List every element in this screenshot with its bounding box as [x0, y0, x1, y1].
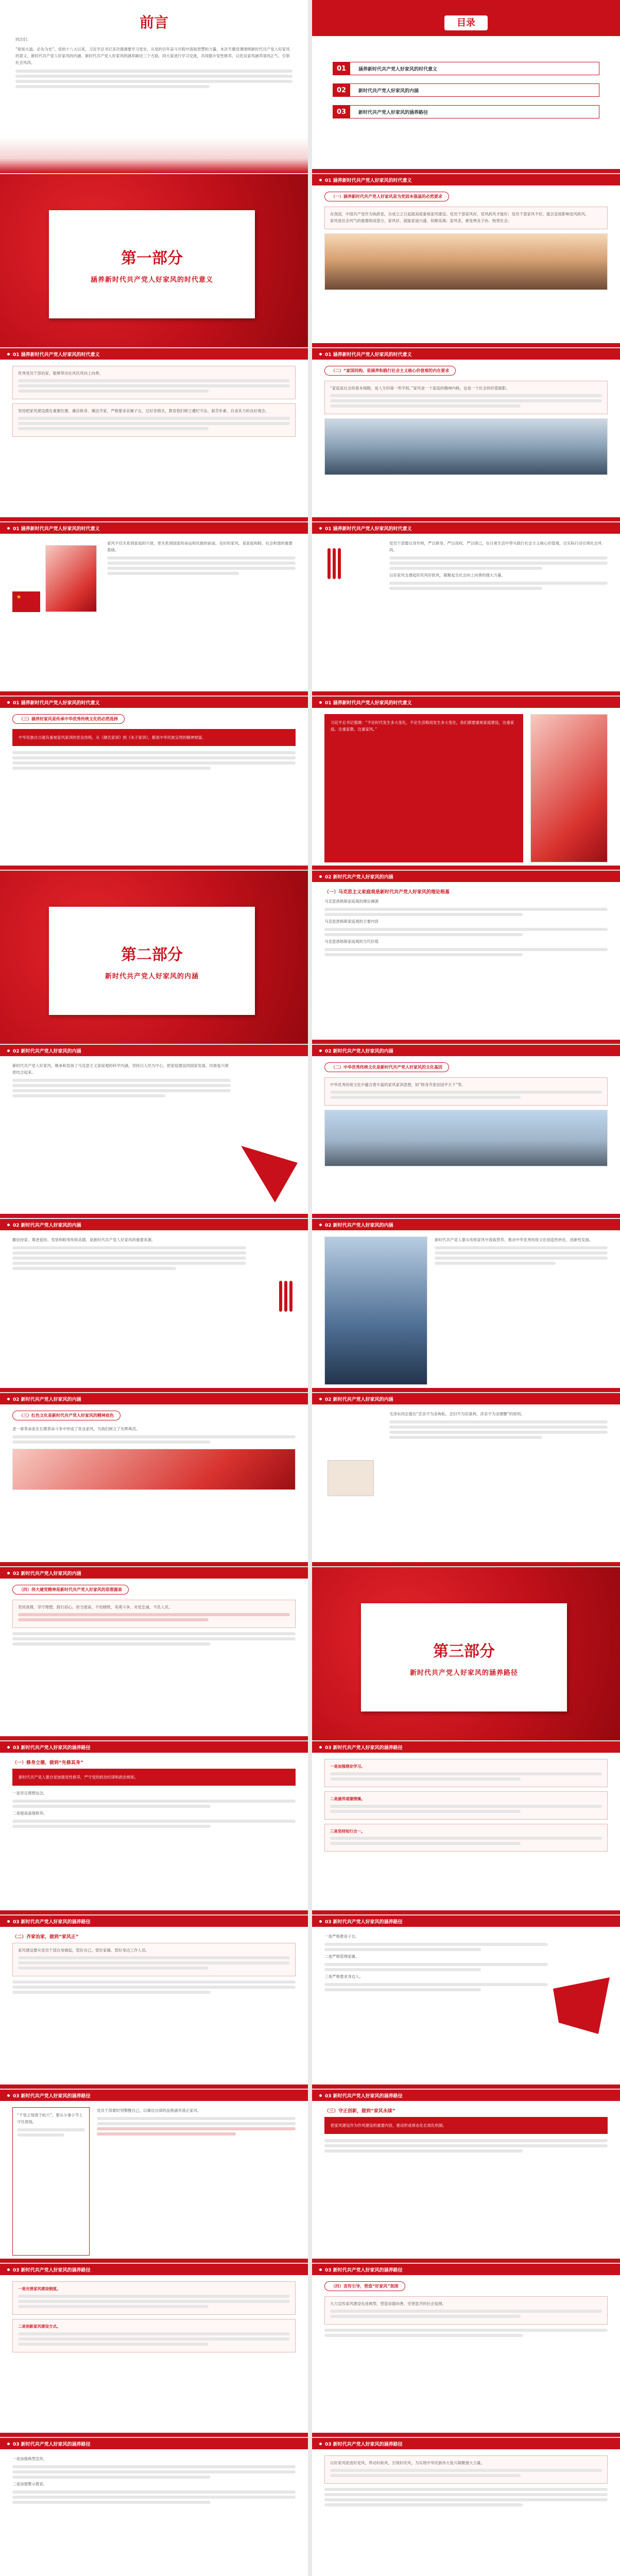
book-icon [328, 1460, 374, 1496]
section-header: 03 新时代共产党人好家风的涵养路径 [325, 2442, 403, 2447]
sub-heading: （二）齐家治家，做到“家风正” [12, 1935, 79, 1940]
section-header: 02 新时代共产党人好家风的内涵 [13, 1048, 81, 1054]
list-item: 二是加强警示教育。 [12, 2482, 47, 2487]
paragraph: 在我国，中国共产党作为执政党，自成立之日起就高度重视家风建设。党员干部家风好，党风政风才能好；党员干部家风不好，就会直接影响党风政风。 [330, 212, 589, 216]
paragraph: 家风不仅关系到家庭的兴衰，更关系到国家的命运和民族的前途。良好的家风，是家庭和睦、社会和谐的重要基础。 [107, 541, 292, 553]
list-item: 马克思恩格斯家庭观的当代价值 [324, 939, 378, 944]
bullet-icon [7, 1224, 10, 1226]
mountain-image [324, 418, 608, 475]
section-header: 03 新时代共产党人好家风的涵养路径 [325, 1919, 403, 1925]
section-header: 02 新时代共产党人好家风的内涵 [325, 874, 393, 880]
preface-greeting: 同志们： [15, 37, 31, 42]
paragraph: 老一辈革命家在长期革命斗争中形成了优良家风，为我们树立了光辉典范。 [12, 1427, 140, 1431]
list-item: 一是完善家风建设制度。 [18, 2286, 61, 2291]
section-header: 02 新时代共产党人好家风的内涵 [325, 1223, 393, 1228]
bullet-icon [319, 527, 322, 530]
paragraph: 党员干部要时刻警醒自己，以廉洁自律的品格涵养清正家风。 [97, 2108, 201, 2113]
list-item: 一是加强典型宣传。 [12, 2456, 47, 2461]
paragraph: 勤俭持家、尊老爱幼、邻里和睦等传统美德，是新时代共产党人好家风的重要来源。 [12, 1238, 156, 1242]
slide-3a [0, 1741, 308, 1916]
slide-1f [0, 697, 308, 871]
bullet-icon [7, 2443, 10, 2445]
slide-1a [312, 174, 620, 348]
bullet-icon [319, 2094, 322, 2097]
list-item: 二是严格管理家属。 [324, 1954, 359, 1959]
toc-label: 新时代共产党人好家风的内涵 [350, 83, 599, 97]
slide-3c [0, 1916, 308, 2090]
section-header: 03 新时代共产党人好家风的涵养路径 [13, 1745, 91, 1751]
sub-heading: （一）涵养新时代共产党人好家风是为党固本强基的必然要求 [324, 192, 449, 201]
slide-preface [0, 0, 308, 174]
paragraph: “家庭是社会的基本细胞，是人生的第一所学校。”家风是一个家庭的精神内核，也是一个社会的价值缩影。 [330, 386, 510, 391]
toc-item-3[interactable] [333, 105, 599, 118]
slide-3f [312, 2090, 620, 2264]
section-header: 02 新时代共产党人好家风的内涵 [325, 1048, 393, 1054]
preface-title: 前言 [139, 14, 168, 31]
paragraph: 大力宣传家风建设先进典型，营造崇德向善、见贤思齐的社会氛围。 [330, 2301, 446, 2306]
part-title: 涵养新时代共产党人好家风的时代意义 [90, 276, 213, 284]
quote: “千里之堤溃于蚁穴”，要从小事小节上守住底线。 [17, 2113, 83, 2125]
section-header: 02 新时代共产党人好家风的内涵 [13, 1397, 81, 1402]
slide-3g [0, 2264, 308, 2438]
list-item: 一是严格教育子女。 [324, 1934, 359, 1939]
paragraph: 新时代共产党人要自觉加强党性修养，严守党的政治纪律和政治规矩。 [19, 1775, 139, 1780]
bullet-icon [319, 1398, 322, 1400]
part-title: 新时代共产党人好家风的内涵 [105, 972, 199, 980]
sub-heading: （二）“家国同构，是涵养和践行社会主义核心价值观的内在要求 [324, 366, 456, 376]
section-header: 03 新时代共产党人好家风的涵养路径 [325, 2267, 403, 2273]
paragraph: 优秀党员干部治家，能够带动社风民风向上向善。 [18, 371, 103, 376]
paragraph: 坚持把家风建设摆在重要位置，廉洁修身、廉洁齐家，严格要求亲属子女，过好亲情关，教育他们树立遵纪守法、艰苦朴素、自食其力的良好观念。 [18, 408, 269, 413]
slide-1e [312, 522, 620, 697]
part-title: 新时代共产党人好家风的涵养路径 [409, 1669, 518, 1677]
section-header: 02 新时代共产党人好家风的内涵 [325, 1397, 393, 1402]
slide-2g [312, 1393, 620, 1567]
flag-icon [553, 1977, 610, 2034]
paragraph: 新时代共产党人要从传统家风中汲取营养，推动中华优秀传统文化创造性转化、创新性发展。 [435, 1238, 593, 1242]
slide-toc [312, 0, 620, 174]
city-image [324, 1110, 608, 1166]
portrait-image [530, 714, 608, 862]
section-header: 01 涵养新时代共产党人好家风的时代意义 [13, 352, 100, 358]
toc-num: 02 [333, 83, 350, 97]
paragraph: 家风是社会风气的重要组成部分，家风好，就能家道兴盛、和顺美满；家风差，难免殃及子孙、贻害社会。 [330, 218, 512, 223]
slide-3b [312, 1741, 620, 1916]
slide-part2 [0, 871, 308, 1045]
section-header: 01 涵养新时代共产党人好家风的时代意义 [325, 352, 412, 358]
flag-icon [241, 1146, 298, 1202]
sub-heading: （二）中华优秀传统文化是新时代共产党人好家风的文化基因 [324, 1062, 449, 1072]
bullet-icon [7, 2268, 10, 2271]
bullet-icon [319, 2443, 322, 2445]
paragraph: 中华民族自古就有重视家风家训的优良传统，从《颜氏家训》到《朱子家训》，都是中华民族宝贵的精神财富。 [19, 735, 206, 740]
slide-3h [312, 2264, 620, 2438]
bullet-icon [7, 527, 10, 530]
section-header: 01 涵养新时代共产党人好家风的时代意义 [13, 526, 100, 532]
bullet-icon [7, 1398, 10, 1400]
section-header: 02 新时代共产党人好家风的内涵 [13, 1223, 81, 1228]
paragraph: 一是坚定理想信念。 [12, 1791, 47, 1796]
sub-heading: （一）马克思主义家庭观是新时代共产党人好家风的理论根基 [324, 890, 450, 895]
sub-heading: （三）守正创新，做到“家风永续” [324, 2109, 395, 2114]
flag-icon [12, 591, 40, 612]
paragraph: 坚持真理、坚守理想，践行初心、担当使命，不怕牺牲、英勇斗争，对党忠诚、不负人民。 [18, 1605, 173, 1609]
bullet-icon [7, 353, 10, 355]
list-item: 马克思恩格斯家庭观的理论渊源 [324, 899, 378, 904]
paragraph: 习近平总书记强调：“不论时代发生多大变化，不论生活格局发生多大变化，我们都要重视家庭建设，注重家庭、注重家教、注重家风。” [331, 720, 514, 732]
bullet-icon [319, 1746, 322, 1749]
part-number: 第二部分 [121, 945, 183, 964]
slide-part1 [0, 174, 308, 348]
slide-3d [312, 1916, 620, 2090]
list-item: 二是创新家风建设方式。 [18, 2324, 61, 2329]
bullet-icon [319, 179, 322, 181]
paragraph: 二是提高道德修养。 [12, 1811, 47, 1816]
party-image [45, 545, 97, 612]
paragraph: 中华优秀传统文化中蕴含着丰富的家风家训思想，如“修身齐家治国平天下”等。 [330, 1082, 466, 1087]
bullet-icon [319, 1920, 322, 1923]
list-item: 三是坚持知行合一。 [330, 1828, 365, 1834]
part-card [361, 1603, 567, 1711]
part-card [49, 210, 255, 318]
paragraph: 新时代共产党人好家风，继承和发扬了马克思主义家庭观的科学内涵，坚持以人民为中心，把家庭建设同国家发展、民族复兴紧密结合起来。 [12, 1063, 229, 1075]
bullet-icon [7, 701, 10, 704]
toc-item-1[interactable] [333, 62, 599, 75]
bullet-icon [319, 353, 322, 355]
bullet-icon [7, 1572, 10, 1574]
sub-heading: （四）宣传引导，营造“好家风”氛围 [324, 2281, 405, 2291]
section-header: 01 涵养新时代共产党人好家风的时代意义 [325, 526, 412, 532]
slide-3j [312, 2438, 620, 2576]
sea-image [324, 1236, 427, 1385]
slide-2b [0, 1045, 308, 1219]
list-item: 一是加强理论学习。 [330, 1764, 365, 1769]
paragraph: 以好家风支撑起好民风好政风，凝聚起全社会向上向善的强大力量。 [389, 573, 505, 578]
paragraph: 党员干部要以身作则，严以修身、严以用权、严以律己，在日常生活中带头践行社会主义核心价值观，以实际行动引领社会风尚。 [389, 541, 602, 553]
paragraph: 毛泽东同志提出“恋亲不为亲徇私，念旧不为旧谋利，济亲不为亲撑腰”的原则。 [389, 1412, 525, 1416]
toc-item-2[interactable] [333, 83, 599, 97]
bullet-icon [319, 1049, 322, 1052]
slide-2a [312, 871, 620, 1045]
bullet-icon [319, 2268, 322, 2271]
bullet-icon [7, 1746, 10, 1749]
part-number: 第一部分 [121, 249, 183, 267]
bullet-icon [319, 875, 322, 878]
section-header: 03 新时代共产党人好家风的涵养路径 [13, 2093, 91, 2099]
toc-label: 涵养新时代共产党人好家风的时代意义 [350, 62, 599, 75]
toc-num: 01 [333, 62, 350, 75]
paragraph: 以好家风促进好党风、带动好政风、引领好民风，为实现中华民族伟大复兴凝聚强大力量。 [330, 2461, 485, 2465]
slide-3e [0, 2090, 308, 2264]
section-header: 02 新时代共产党人好家风的内涵 [13, 1571, 81, 1577]
part-number: 第三部分 [433, 1642, 495, 1660]
lantern-icon [328, 548, 341, 579]
slide-3i [0, 2438, 308, 2576]
bullet-icon [7, 2094, 10, 2097]
slide-2h [0, 1567, 308, 1741]
sub-heading: （三）涵养好家风是传承中华优秀传统文化的必然选择 [12, 714, 125, 724]
list-item: 二是涵养道德情操。 [330, 1796, 365, 1801]
toc-num: 03 [333, 105, 350, 118]
slide-1d [0, 522, 308, 697]
lantern-icon [279, 1281, 292, 1312]
sub-heading: （一）修身立德，做到“先修其身” [12, 1760, 83, 1766]
section-header: 03 新时代共产党人好家风的涵养路径 [13, 1919, 91, 1925]
paragraph: 家风建设要从党员干部自身做起，管好自己、管好家属、管好身边工作人员。 [18, 1948, 149, 1953]
toc-title: 目录 [444, 15, 488, 30]
slide-part3 [312, 1567, 620, 1741]
slide-2e [312, 1219, 620, 1393]
bullet-icon [319, 701, 322, 704]
section-header: 03 新时代共产党人好家风的涵养路径 [325, 1745, 403, 1751]
section-header: 01 涵养新时代共产党人好家风的时代意义 [325, 178, 412, 183]
bullet-icon [7, 1920, 10, 1923]
section-header: 03 新时代共产党人好家风的涵养路径 [325, 2093, 403, 2099]
slide-1c [312, 348, 620, 522]
slide-1g [312, 697, 620, 871]
part-card [49, 907, 255, 1015]
slide-2d [0, 1219, 308, 1393]
section-header: 03 新时代共产党人好家风的涵养路径 [13, 2267, 91, 2273]
bullet-icon [7, 1049, 10, 1052]
slide-2f [0, 1393, 308, 1567]
section-header: 03 新时代共产党人好家风的涵养路径 [13, 2442, 91, 2447]
paragraph: 把家风建设作为作风建设的重要内容，推动形成常态化长效化机制。 [331, 2123, 446, 2128]
great-wall-image [324, 233, 608, 290]
preface-body: “欲知大道，必先为史”。党的十八大以来，习近平总书记多次强调要学习党史，从党的百年奋斗历程中汲取智慧和力量。本次专题党课围绕新时代共产党人好家风的意义、新时代共产党人好家风的内涵、新时代共产党人好家风的涵养路径三个方面，同大家进行学习交流，共同提升党性修养，以优良家风涵养清风正气、引领社会风尚。 [15, 47, 290, 65]
section-header: 01 涵养新时代共产党人好家风的时代意义 [13, 700, 100, 706]
slide-1b [0, 348, 308, 522]
list-item: 马克思恩格斯家庭观的主要内容 [324, 919, 378, 924]
gate-image [12, 1449, 296, 1490]
slide-2c [312, 1045, 620, 1219]
sub-heading: （四）伟大建党精神是新时代共产党人好家风的思想源泉 [12, 1585, 129, 1595]
toc-label: 新时代共产党人好家风的涵养路径 [350, 105, 599, 118]
bullet-icon [319, 1224, 322, 1226]
section-header: 01 涵养新时代共产党人好家风的时代意义 [325, 700, 412, 706]
list-item: 三是严格要求身边人。 [324, 1974, 363, 1979]
sub-heading: （三）红色文化是新时代共产党人好家风的精神底色 [12, 1411, 120, 1420]
